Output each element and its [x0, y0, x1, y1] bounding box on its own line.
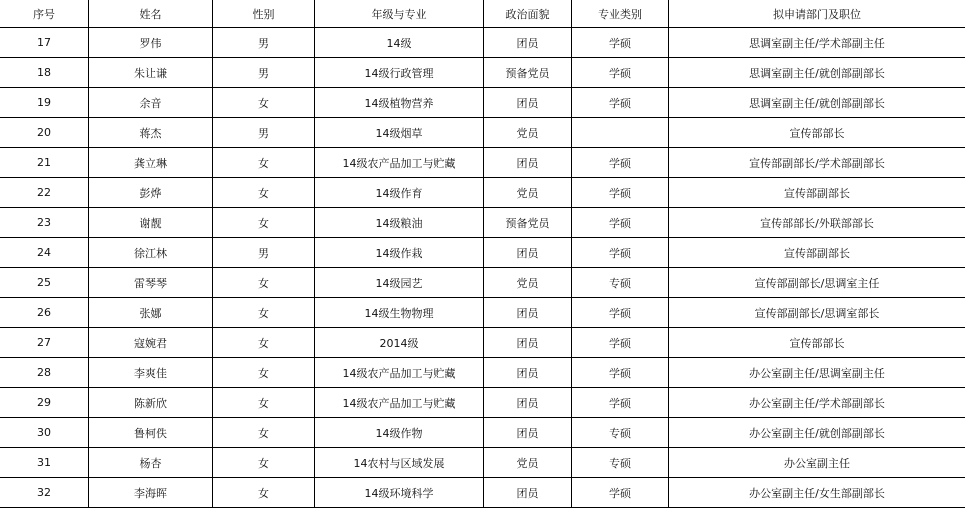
table-row — [0, 448, 965, 478]
roster-body — [0, 28, 965, 508]
gender-cell: 女 — [213, 178, 315, 208]
table-row — [0, 148, 965, 178]
name-cell: 朱让谦 — [89, 58, 213, 88]
table-row — [0, 298, 965, 328]
name-cell: 陈新欣 — [89, 388, 213, 418]
political-status-cell: 团员 — [484, 148, 572, 178]
gender-cell: 女 — [213, 418, 315, 448]
applied-position-cell: 宣传部部长/外联部部长 — [669, 208, 965, 238]
header-serial-number: 序号 — [0, 0, 89, 28]
serial-number-cell: 27 — [0, 328, 89, 358]
table-row — [0, 388, 965, 418]
name-cell: 徐江林 — [89, 238, 213, 268]
serial-number-cell: 26 — [0, 298, 89, 328]
degree-type-cell — [572, 118, 669, 148]
applied-position-cell: 办公室副主任/学术部副部长 — [669, 388, 965, 418]
table-row — [0, 88, 965, 118]
degree-type-cell: 学硕 — [572, 58, 669, 88]
serial-number-cell: 19 — [0, 88, 89, 118]
gender-cell: 女 — [213, 358, 315, 388]
serial-number-cell: 24 — [0, 238, 89, 268]
grade-major-cell: 14级生物物理 — [315, 298, 484, 328]
serial-number-cell: 32 — [0, 478, 89, 508]
gender-cell: 女 — [213, 388, 315, 418]
grade-major-cell: 14级农产品加工与贮藏 — [315, 358, 484, 388]
grade-major-cell: 2014级 — [315, 328, 484, 358]
grade-major-cell: 14级园艺 — [315, 268, 484, 298]
name-cell: 雷琴琴 — [89, 268, 213, 298]
political-status-cell: 党员 — [484, 448, 572, 478]
table-row — [0, 208, 965, 238]
applied-position-cell: 办公室副主任/就创部副部长 — [669, 418, 965, 448]
degree-type-cell: 学硕 — [572, 28, 669, 58]
grade-major-cell: 14级粮油 — [315, 208, 484, 238]
political-status-cell: 党员 — [484, 118, 572, 148]
gender-cell: 男 — [213, 238, 315, 268]
political-status-cell: 团员 — [484, 388, 572, 418]
serial-number-cell: 18 — [0, 58, 89, 88]
applied-position-cell: 办公室副主任/思调室副主任 — [669, 358, 965, 388]
table-row — [0, 268, 965, 298]
gender-cell: 女 — [213, 88, 315, 118]
applied-position-cell: 宣传部副部长/思调室主任 — [669, 268, 965, 298]
applied-position-cell: 宣传部副部长 — [669, 238, 965, 268]
degree-type-cell: 学硕 — [572, 88, 669, 118]
grade-major-cell: 14级作栽 — [315, 238, 484, 268]
name-cell: 彭烨 — [89, 178, 213, 208]
serial-number-cell: 22 — [0, 178, 89, 208]
degree-type-cell: 学硕 — [572, 208, 669, 238]
applied-position-cell: 宣传部副部长/学术部副部长 — [669, 148, 965, 178]
degree-type-cell: 学硕 — [572, 298, 669, 328]
applied-position-cell: 宣传部部长 — [669, 118, 965, 148]
header-applied-position: 拟申请部门及职位 — [669, 0, 965, 28]
serial-number-cell: 30 — [0, 418, 89, 448]
grade-major-cell: 14级农产品加工与贮藏 — [315, 148, 484, 178]
serial-number-cell: 28 — [0, 358, 89, 388]
grade-major-cell: 14级作育 — [315, 178, 484, 208]
political-status-cell: 团员 — [484, 298, 572, 328]
header-gender: 性别 — [213, 0, 315, 28]
degree-type-cell: 学硕 — [572, 388, 669, 418]
degree-type-cell: 学硕 — [572, 148, 669, 178]
applied-position-cell: 思调室副主任/就创部副部长 — [669, 88, 965, 118]
political-status-cell: 团员 — [484, 328, 572, 358]
applied-position-cell: 思调室副主任/学术部副主任 — [669, 28, 965, 58]
name-cell: 寇婉君 — [89, 328, 213, 358]
applied-position-cell: 思调室副主任/就创部副部长 — [669, 58, 965, 88]
grade-major-cell: 14级烟草 — [315, 118, 484, 148]
name-cell: 龚立琳 — [89, 148, 213, 178]
gender-cell: 男 — [213, 28, 315, 58]
gender-cell: 女 — [213, 328, 315, 358]
table-row — [0, 58, 965, 88]
name-cell: 蒋杰 — [89, 118, 213, 148]
degree-type-cell: 学硕 — [572, 328, 669, 358]
header-degree-type: 专业类别 — [572, 0, 669, 28]
serial-number-cell: 23 — [0, 208, 89, 238]
political-status-cell: 团员 — [484, 418, 572, 448]
political-status-cell: 团员 — [484, 28, 572, 58]
serial-number-cell: 31 — [0, 448, 89, 478]
political-status-cell: 党员 — [484, 268, 572, 298]
table-row — [0, 28, 965, 58]
serial-number-cell: 20 — [0, 118, 89, 148]
grade-major-cell: 14级作物 — [315, 418, 484, 448]
name-cell: 谢靓 — [89, 208, 213, 238]
name-cell: 鲁柯佚 — [89, 418, 213, 448]
degree-type-cell: 专硕 — [572, 418, 669, 448]
grade-major-cell: 14级 — [315, 28, 484, 58]
serial-number-cell: 25 — [0, 268, 89, 298]
applied-position-cell: 宣传部部长 — [669, 328, 965, 358]
serial-number-cell: 29 — [0, 388, 89, 418]
gender-cell: 男 — [213, 118, 315, 148]
table-row — [0, 178, 965, 208]
degree-type-cell: 学硕 — [572, 178, 669, 208]
serial-number-cell: 17 — [0, 28, 89, 58]
name-cell: 杨杏 — [89, 448, 213, 478]
applied-position-cell: 办公室副主任/女生部副部长 — [669, 478, 965, 508]
political-status-cell: 预备党员 — [484, 208, 572, 238]
gender-cell: 男 — [213, 58, 315, 88]
grade-major-cell: 14级环境科学 — [315, 478, 484, 508]
degree-type-cell: 专硕 — [572, 448, 669, 478]
political-status-cell: 团员 — [484, 478, 572, 508]
political-status-cell: 预备党员 — [484, 58, 572, 88]
header-grade-major: 年级与专业 — [315, 0, 484, 28]
grade-major-cell: 14农村与区域发展 — [315, 448, 484, 478]
table-row — [0, 358, 965, 388]
gender-cell: 女 — [213, 148, 315, 178]
grade-major-cell: 14级植物营养 — [315, 88, 484, 118]
applied-position-cell: 办公室副主任 — [669, 448, 965, 478]
gender-cell: 女 — [213, 448, 315, 478]
degree-type-cell: 学硕 — [572, 478, 669, 508]
table-row — [0, 238, 965, 268]
degree-type-cell: 学硕 — [572, 238, 669, 268]
political-status-cell: 党员 — [484, 178, 572, 208]
degree-type-cell: 学硕 — [572, 358, 669, 388]
table-row — [0, 328, 965, 358]
table-row — [0, 118, 965, 148]
degree-type-cell: 专硕 — [572, 268, 669, 298]
header-row — [0, 0, 965, 28]
political-status-cell: 团员 — [484, 358, 572, 388]
name-cell: 张娜 — [89, 298, 213, 328]
serial-number-cell: 21 — [0, 148, 89, 178]
name-cell: 罗伟 — [89, 28, 213, 58]
table-row — [0, 418, 965, 448]
applied-position-cell: 宣传部副部长/思调室部长 — [669, 298, 965, 328]
gender-cell: 女 — [213, 478, 315, 508]
name-cell: 李海晖 — [89, 478, 213, 508]
header-political-status: 政治面貌 — [484, 0, 572, 28]
political-status-cell: 团员 — [484, 238, 572, 268]
name-cell: 李爽佳 — [89, 358, 213, 388]
applied-position-cell: 宣传部副部长 — [669, 178, 965, 208]
gender-cell: 女 — [213, 298, 315, 328]
name-cell: 余音 — [89, 88, 213, 118]
political-status-cell: 团员 — [484, 88, 572, 118]
grade-major-cell: 14级行政管理 — [315, 58, 484, 88]
table-row — [0, 478, 965, 508]
gender-cell: 女 — [213, 208, 315, 238]
gender-cell: 女 — [213, 268, 315, 298]
grade-major-cell: 14级农产品加工与贮藏 — [315, 388, 484, 418]
header-name: 姓名 — [89, 0, 213, 28]
